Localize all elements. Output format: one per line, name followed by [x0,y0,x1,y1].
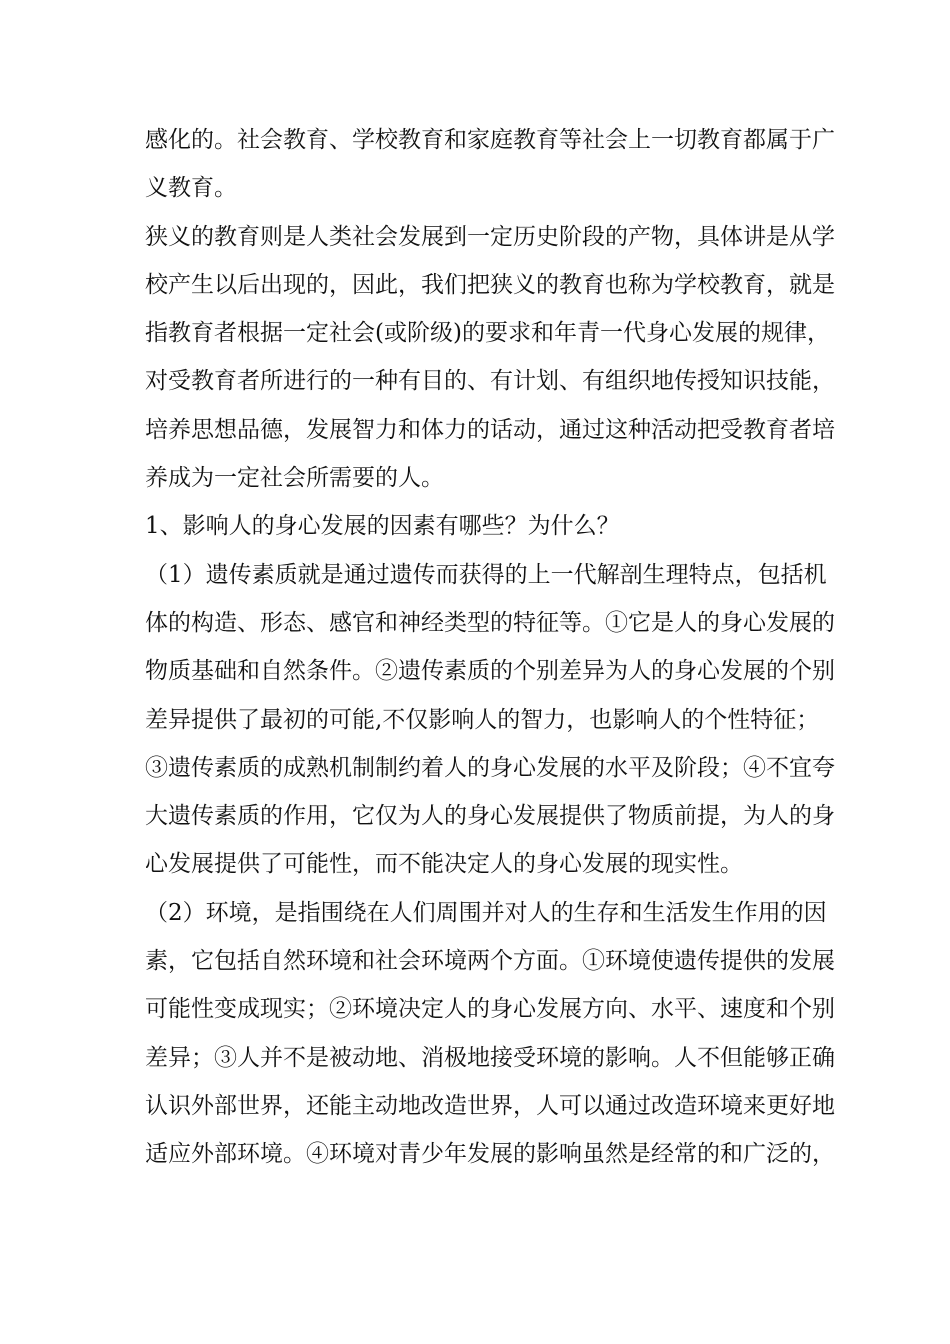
text-line: （2）环境，是指围绕在人们周围并对人的生存和生活发生作用的因 [145,899,827,926]
text-line: （1）遗传素质就是通过遗传而获得的上一代解剖生理特点，包括机 [145,561,827,588]
text-line: 养成为一定社会所需要的人。 [145,465,444,492]
text-line: 大遗传素质的作用，它仅为人的身心发展提供了物质前提，为人的身 [145,803,835,830]
question-heading: 1、影响人的身心发展的因素有哪些？为什么？ [145,513,620,540]
text-line: 指教育者根据一定社会(或阶级)的要求和年青一代身心发展的规律， [145,320,830,347]
text-line: 对受教育者所进行的一种有目的、有计划、有组织地传授知识技能， [145,368,835,395]
text-line: ③遗传素质的成熟机制制约着人的身心发展的水平及阶段；④不宜夸 [145,754,835,781]
text-line: 培养思想品德，发展智力和体力的话动，通过这种活动把受教育者培 [145,416,835,443]
text-line: 适应外部环境。④环境对青少年发展的影响虽然是经常的和广泛的， [145,1141,835,1168]
text-line: 感化的。社会教育、学校教育和家庭教育等社会上一切教育都属于广 [145,127,835,153]
body-text [145,116,835,1179]
text-line: 狭义的教育则是人类社会发展到一定历史阶段的产物，具体讲是从学 [145,223,835,250]
text-line: 校产生以后出现的，因此，我们把狭义的教育也称为学校教育，就是 [145,271,835,298]
text-line: 认识外部世界，还能主动地改造世界，人可以通过改造环境来更好地 [145,1092,835,1119]
text-line: 心发展提供了可能性，而不能决定人的身心发展的现实性。 [145,851,743,878]
text-line: 差异提供了最初的可能,不仅影响人的智力，也影响人的个性特征； [145,706,820,733]
text-line: 物质基础和自然条件。②遗传素质的个别差异为人的身心发展的个别 [145,658,835,685]
text-line: 体的构造、形态、感官和神经类型的特征等。①它是人的身心发展的 [145,609,835,636]
text-line: 可能性变成现实；②环境决定人的身心发展方向、水平、速度和个别 [145,996,835,1023]
text-line: 素，它包括自然环境和社会环境两个方面。①环境使遗传提供的发展 [145,948,835,975]
text-line: 差异；③人并不是被动地、消极地接受环境的影响。人不但能够正确 [145,1044,835,1071]
text-line: 义教育。 [145,175,237,202]
